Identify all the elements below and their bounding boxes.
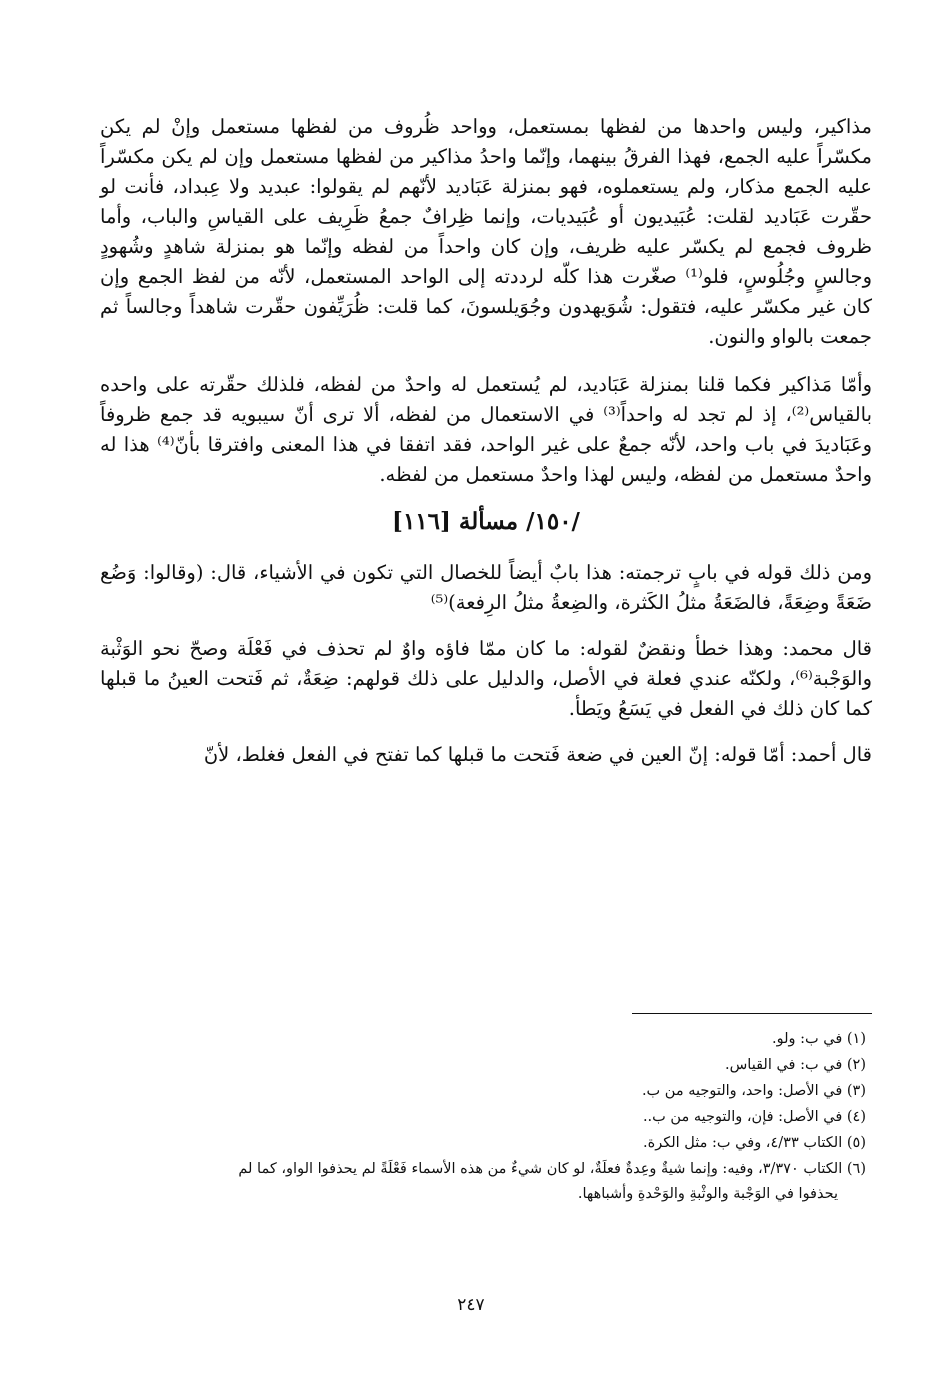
paragraph-1: مذاكير، وليس واحدها من لفظها بمستعمل، وواحد ظُروف من لفظها مستعمل وإنْ لم يكن مكسّراً عليه الجمع، فهذا الفرقُ بينهما، وإنّما واحدُ مذاكير من لفظها مستعمل وإن لم يكن مكسّراً عليه الجمع مذكار، ولم يستعملوه، فهو بمنزلة عَبَاديد لأنّهم لم يقولوا: عبديد ولا عِبداد، فأنت لو حقّرت عَبَاديد لقلت: عُبَيديون أو عُبَيديات، وإنما ظِرافٌ جمعُ ظَرِيف على القياسِ والباب، وأما ظروف فجمع لم يكسّر عليه ظريف، وإن كان واحداً من لفظه وإنّما هو بمنزلة شاهدٍ وشُهودٍ وجالسٍ وجُلُوسٍ، فلو⁽¹⁾ صغّرت هذا كلّه لرددته إلى الواحد المستعمل، لأنّه من لفظ الجمع وإن كان غير مكسّر عليه، فتقول: شُوَيهدون وجُوَيلسونَ، كما قلت: ظُرَيِّفون حقّرت شاهداً وجالساً ثم جمعت بالواو والنون. <box>100 115 872 348</box>
paragraph-3: ومن ذلك قوله في بابٍ ترجمته: هذا بابٌ أيضاً للخصال التي تكون في الأشياء، قال: (وقالوا: وَضُع ضَعَةً وضِعَةً، فالضَعَةُ مثلُ الكَثرة، والضِعةُ مثلُ الرِفعة)⁽⁵⁾ <box>100 561 872 614</box>
footnote-4: (٤) في الأصل: فإن، والتوجيه من ب.. <box>642 1109 866 1125</box>
page-number: ٢٤٧ <box>457 1295 485 1315</box>
footnote-6-continuation: يحذفوا في الوَجْبة والوثْبةِ والوَحْدةِ وأشباهها. <box>577 1186 838 1202</box>
footnote-1: (١) في ب: ولو. <box>771 1031 866 1047</box>
main-text <box>100 112 872 786</box>
footnote-2: (٢) في ب: في القياس. <box>724 1057 866 1073</box>
footnote-divider <box>632 1013 872 1014</box>
footnote-6: (٦) الكتاب ٣/٣٧٠، وفيه: وإنما شيةٌ وعِدةٌ فعلَةٌ، لو كان شيءٌ من هذه الأسماء فَعْلَةً لم يحذفوا الواو، كما لم <box>238 1161 866 1177</box>
paragraph-5: قال أحمد: أمّا قوله: إنّ العين في ضعة فَتحت ما قبلها كما تفتح في الفعل فغلط، لأنّ <box>203 743 872 766</box>
section-heading: /١٥٠/ مسألة [١١٦] <box>392 508 580 535</box>
paragraph-2: وأمّا مَذاكير فكما قلنا بمنزلة عَبَاديد، لم يُستعمل له واحدٌ من لفظه، فلذلك حقّرته على واحده بالقياس⁽²⁾، إذ لم تجد له واحداً⁽³⁾ في الاستعمال من لفظه، ألا ترى أنّ سيبويه قد جمع ظروفاً وعَبَاديدَ في باب واحد، لأنّه جمعٌ على غير الواحد، فقد اتفقا في هذا المعنى وافترقا بأنّ⁽⁴⁾ هذا له واحدٌ مستعمل من لفظه، وليس لهذا واحدٌ مستعمل من لفظه. <box>100 373 873 486</box>
footnote-5: (٥) الكتاب ٤/٣٣، وفي ب: مثل الكرة. <box>643 1135 866 1151</box>
footnotes <box>100 1026 872 1206</box>
footnote-3: (٣) في الأصل: واحد، والتوجيه من ب. <box>641 1083 866 1099</box>
paragraph-4: قال محمد: وهذا خطأ ونقضٌ لقوله: ما كان ممّا فاؤه واوٌ لم تحذف في فَعْلَة وصحّ نحو الوَثْبة والوَجْبة⁽⁶⁾، ولكنّه عندي فعلة في الأصل، والدليل على ذلك قولهم: ضِعَةٌ، ثم فَتحت العينُ ما قبلها كما كان ذلك في الفعل في يَسَعُ ويَطأ. <box>100 637 872 720</box>
